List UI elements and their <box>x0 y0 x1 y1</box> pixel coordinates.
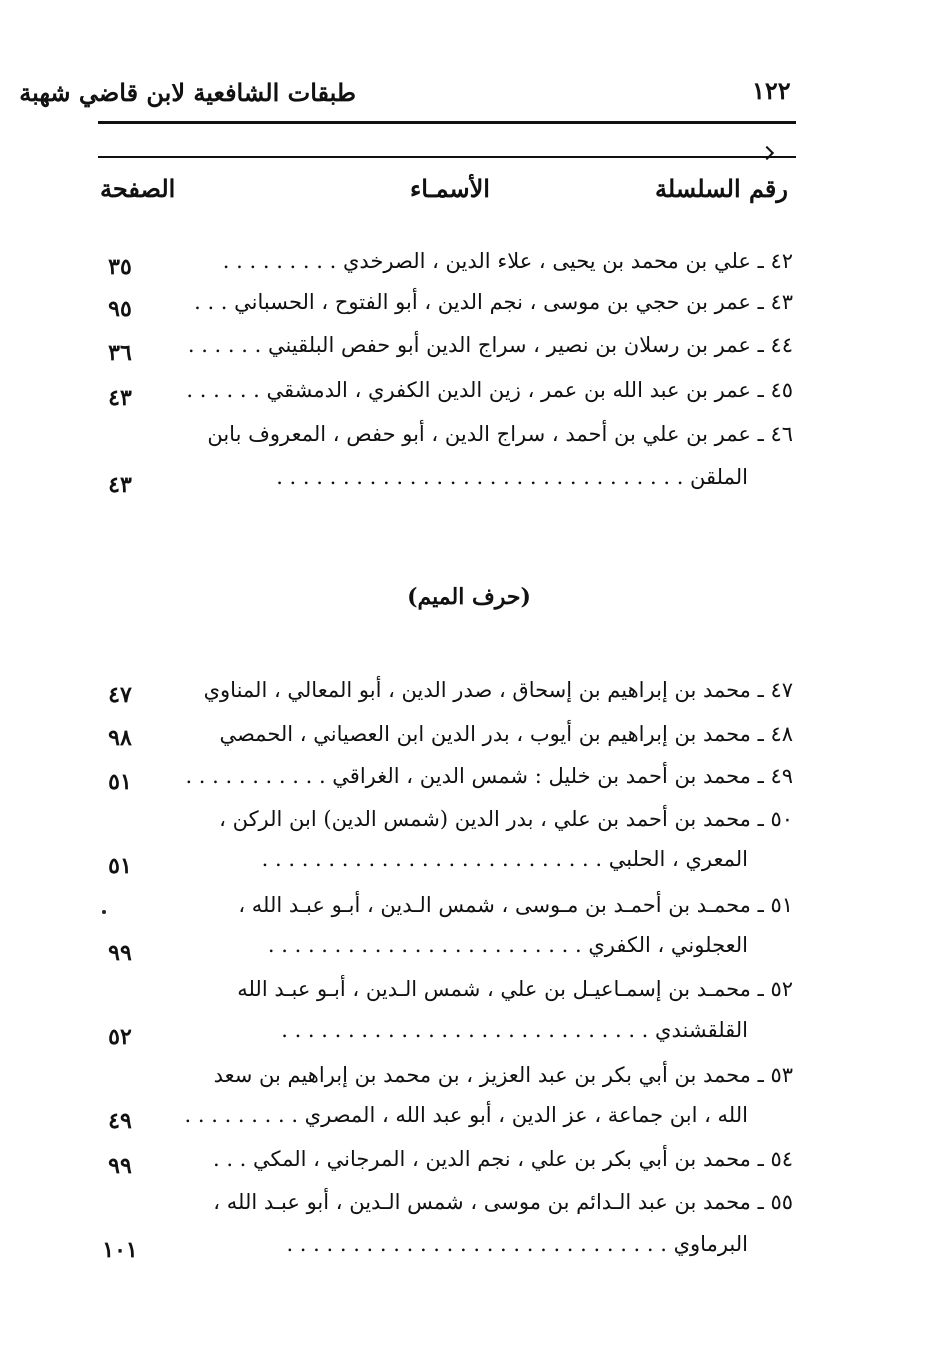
entry-50-line-1: ٥٠ ـ محمد بن أحمد بن علي ، بدر الدين (شمس الدين) ابن الركن ، <box>219 807 793 831</box>
running-title: طبقات الشافعية لابن قاضي شهبة <box>19 78 356 107</box>
entry-50-page: ٥١ <box>108 853 132 879</box>
header-rule <box>98 121 796 124</box>
entry-42-line-1: ٤٢ ـ علي بن محمد بن يحيى ، علاء الدين ، الصرخدي . . . . . . . . . <box>222 249 793 273</box>
entry-48-line-1: ٤٨ ـ محمد بن إبراهيم بن أيوب ، بدر الدين ابن العصياني ، الحمصي <box>219 722 793 746</box>
entry-54-page: ٩٩ <box>108 1153 132 1179</box>
entry-44-page: ٣٦ <box>108 340 132 366</box>
entry-44-line-1: ٤٤ ـ عمر بن رسلان بن نصير ، سراج الدين أبو حفص البلقيني . . . . . . <box>187 333 793 357</box>
entry-45-page: ٤٣ <box>108 385 132 411</box>
entry-46-line-2: الملقن . . . . . . . . . . . . . . . . . . . . . . . . . . . . . . . <box>276 465 748 489</box>
entry-55-page: ١٠١ <box>102 1237 138 1263</box>
entry-46-page: ٤٣ <box>108 472 132 498</box>
entry-47-line-1: ٤٧ ـ محمد بن إبراهيم بن إسحاق ، صدر الدين ، أبو المعالي ، المناوي <box>203 678 793 702</box>
entry-43-page: ٩٥ <box>108 296 132 322</box>
entry-52-page: ٥٢ <box>108 1024 132 1050</box>
entry-45-line-1: ٤٥ ـ عمر بن عبد الله بن عمر ، زين الدين الكفري ، الدمشقي . . . . . . <box>186 378 793 402</box>
entry-50-line-2: المعري ، الحلبي . . . . . . . . . . . . . . . . . . . . . . . . . . <box>261 847 748 871</box>
entry-49-line-1: ٤٩ ـ محمد بن أحمد بن خليل : شمس الدين ، الغراقي . . . . . . . . . . . <box>185 764 793 788</box>
column-names-header: الأسمـاء <box>410 174 490 203</box>
entry-43-line-1: ٤٣ ـ عمر بن حجي بن موسى ، نجم الدين ، أبو الفتوح ، الحسباني . . . <box>194 290 793 314</box>
entry-54-line-1: ٥٤ ـ محمد بن أبي بكر بن علي ، نجم الدين ، المرجاني ، المكي . . . <box>212 1147 793 1171</box>
entry-53-line-2: الله ، ابن جماعة ، عز الدين ، أبو عبد الله ، المصري . . . . . . . . . <box>184 1103 748 1127</box>
entry-42-page: ٣٥ <box>108 254 132 280</box>
entry-48-page: ٩٨ <box>108 725 132 751</box>
entry-52-line-1: ٥٢ ـ محمـد بن إسمـاعيـل بن علي ، شمس الـدين ، أبـو عبـد الله <box>237 977 793 1001</box>
entry-46-line-1: ٤٦ ـ عمر بن علي بن أحمد ، سراج الدين ، أبو حفص ، المعروف بابن <box>207 422 793 446</box>
table-rule <box>98 156 796 158</box>
entry-55-line-1: ٥٥ ـ محمد بن عبد الـدائم بن موسى ، شمس الـدين ، أبو عبـد الله ، <box>213 1190 793 1214</box>
entry-47-page: ٤٧ <box>108 682 132 708</box>
entry-49-page: ٥١ <box>108 769 132 795</box>
entry-51-page: ٩٩ <box>108 940 132 966</box>
entry-52-line-2: القلقشندي . . . . . . . . . . . . . . . . . . . . . . . . . . . . <box>281 1018 748 1042</box>
entry-51-line-2: العجلوني ، الكفري . . . . . . . . . . . . . . . . . . . . . . . . <box>267 933 748 957</box>
page-number: ١٢٢ <box>752 76 791 105</box>
entry-55-line-2: البرماوي . . . . . . . . . . . . . . . . . . . . . . . . . . . . . <box>286 1232 748 1256</box>
section-title: (حرف الميم) <box>407 584 531 610</box>
entry-51-line-1: ٥١ ـ محمـد بن أحمـد بن مـوسى ، شمس الـدين ، أبـو عبـد الله ، <box>238 893 793 917</box>
column-page-header: الصفحة <box>100 174 176 203</box>
stray-mark <box>102 910 106 914</box>
column-serial-header: رقم السلسلة <box>655 174 788 203</box>
entry-53-page: ٤٩ <box>108 1108 132 1134</box>
entry-53-line-1: ٥٣ ـ محمد بن أبي بكر بن عبد العزيز ، بن محمد بن إبراهيم بن سعد <box>213 1063 793 1087</box>
